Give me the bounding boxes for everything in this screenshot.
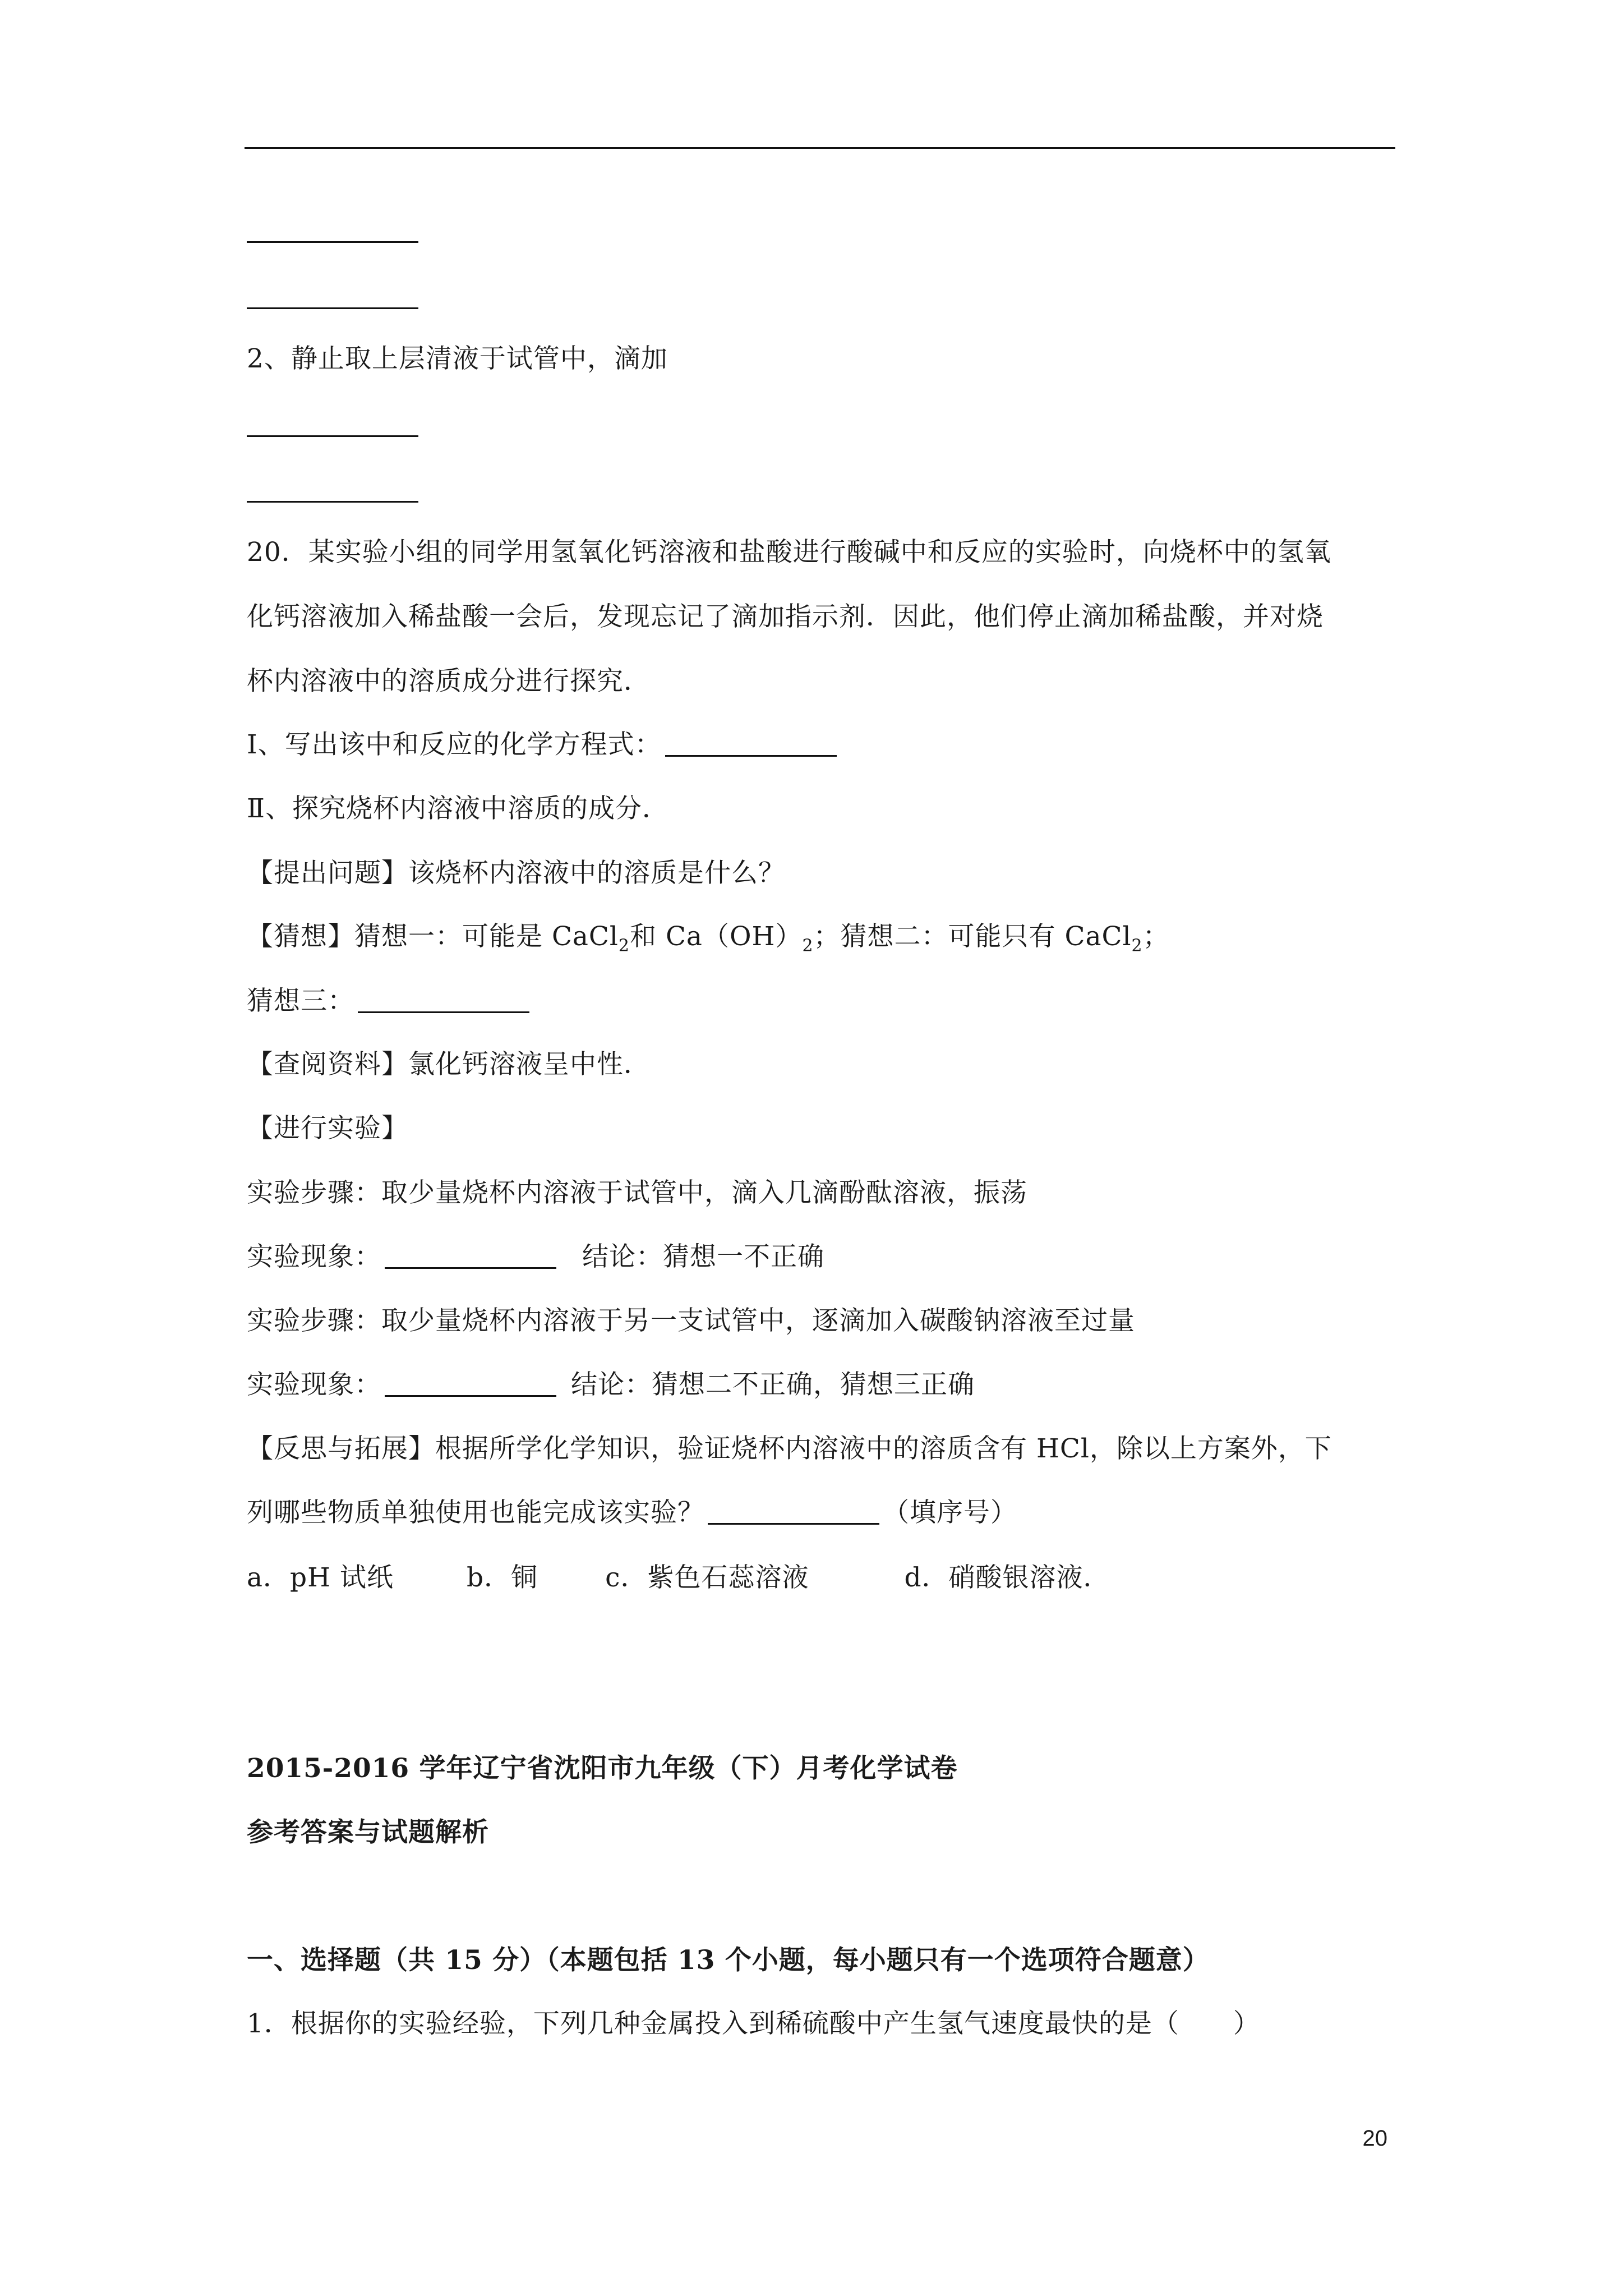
- q20-options: [247, 1561, 1110, 1595]
- phenom-label: 实验现象：: [247, 1369, 381, 1400]
- header-rule: [245, 147, 1395, 149]
- guess-text: 【猜想】猜想一：可能是 CaCl: [247, 921, 619, 952]
- guess-text: 和 Ca（OH）: [630, 921, 803, 952]
- conclusion: 结论：猜想一不正确: [582, 1241, 824, 1272]
- q20-question: 【提出问题】该烧杯内溶液中的溶质是什么？: [247, 858, 785, 889]
- guess3-blank[interactable]: [358, 991, 529, 1013]
- q20-phenom1: [247, 1240, 824, 1274]
- answers-title: 2015-2016 学年辽宁省沈阳市九年级（下）月考化学试卷: [247, 1753, 958, 1784]
- q20-guess: [247, 920, 1170, 954]
- option-a: a．pH 试纸: [247, 1562, 394, 1593]
- q20-intro-line1: 20．某实验小组的同学用氢氧化钙溶液和盐酸进行酸碱中和反应的实验时，向烧杯中的氢氧: [247, 537, 1331, 568]
- answer-blank[interactable]: [247, 501, 418, 503]
- q20-step1: 实验步骤：取少量烧杯内溶液于试管中，滴入几滴酚酞溶液，振荡: [247, 1177, 1027, 1208]
- q20-step2: 实验步骤：取少量烧杯内溶液于另一支试管中，逐滴加入碳酸钠溶液至过量: [247, 1305, 1135, 1336]
- q20-intro-line3: 杯内溶液中的溶质成分进行探究．: [247, 666, 651, 697]
- q20-reflect-line2: [247, 1496, 1017, 1530]
- q20-intro-line2: 化钙溶液加入稀盐酸一会后，发现忘记了滴加指示剂．因此，他们停止滴加稀盐酸，并对烧: [247, 601, 1324, 632]
- answer-blank[interactable]: [247, 435, 418, 437]
- phenom2-blank[interactable]: [385, 1375, 556, 1397]
- option-c: c．紫色石蕊溶液: [605, 1562, 809, 1593]
- q20-part2: Ⅱ、探究烧杯内溶液中溶质的成分．: [247, 793, 669, 824]
- page-number: 20: [1362, 2126, 1387, 2151]
- answer-blank[interactable]: [247, 241, 418, 243]
- guess3-text: 猜想三：: [247, 986, 354, 1016]
- answer-blank[interactable]: [247, 307, 418, 309]
- reflect-blank[interactable]: [708, 1503, 879, 1525]
- q20-reflect-line1: 【反思与拓展】根据所学化学知识，验证烧杯内溶液中的溶质含有 HCl，除以上方案外，下: [247, 1433, 1332, 1464]
- q20-phenom2: [247, 1368, 975, 1402]
- subscript: 2: [1131, 936, 1143, 956]
- subscript: 2: [802, 936, 814, 956]
- reflect-text: 列哪些物质单独使用也能完成该实验？: [247, 1497, 704, 1528]
- answers-subtitle: 参考答案与试题解析: [247, 1817, 489, 1848]
- guess-text: ；猜想二：可能只有 CaCl: [813, 921, 1132, 952]
- section-heading: 一、选择题（共 15 分）（本题包括 13 个小题，每小题只有一个选项符合题意）: [247, 1945, 1210, 1976]
- option-d: d．硝酸银溶液．: [904, 1562, 1110, 1593]
- answers-q1: 1．根据你的实验经验，下列几种金属投入到稀硫酸中产生氢气速度最快的是（ ）: [247, 2008, 1260, 2039]
- conclusion: 结论：猜想二不正确，猜想三正确: [571, 1369, 975, 1400]
- q20-experiment: 【进行实验】: [247, 1113, 408, 1144]
- q20-guess3: [247, 984, 533, 1018]
- q20-part1-text: Ⅰ、写出该中和反应的化学方程式：: [247, 729, 662, 760]
- q19-step2: 2、静止取上层清液于试管中，滴加: [247, 343, 668, 374]
- q20-part1: [247, 728, 840, 762]
- q20-data: 【查阅资料】氯化钙溶液呈中性．: [247, 1049, 651, 1080]
- guess-text: ；: [1142, 921, 1170, 952]
- subscript: 2: [618, 936, 630, 956]
- phenom1-blank[interactable]: [385, 1247, 556, 1269]
- phenom-label: 实验现象：: [247, 1241, 381, 1272]
- equation-blank[interactable]: [665, 735, 837, 757]
- reflect-text: （填序号）: [883, 1497, 1017, 1528]
- option-b: b．铜: [467, 1562, 538, 1593]
